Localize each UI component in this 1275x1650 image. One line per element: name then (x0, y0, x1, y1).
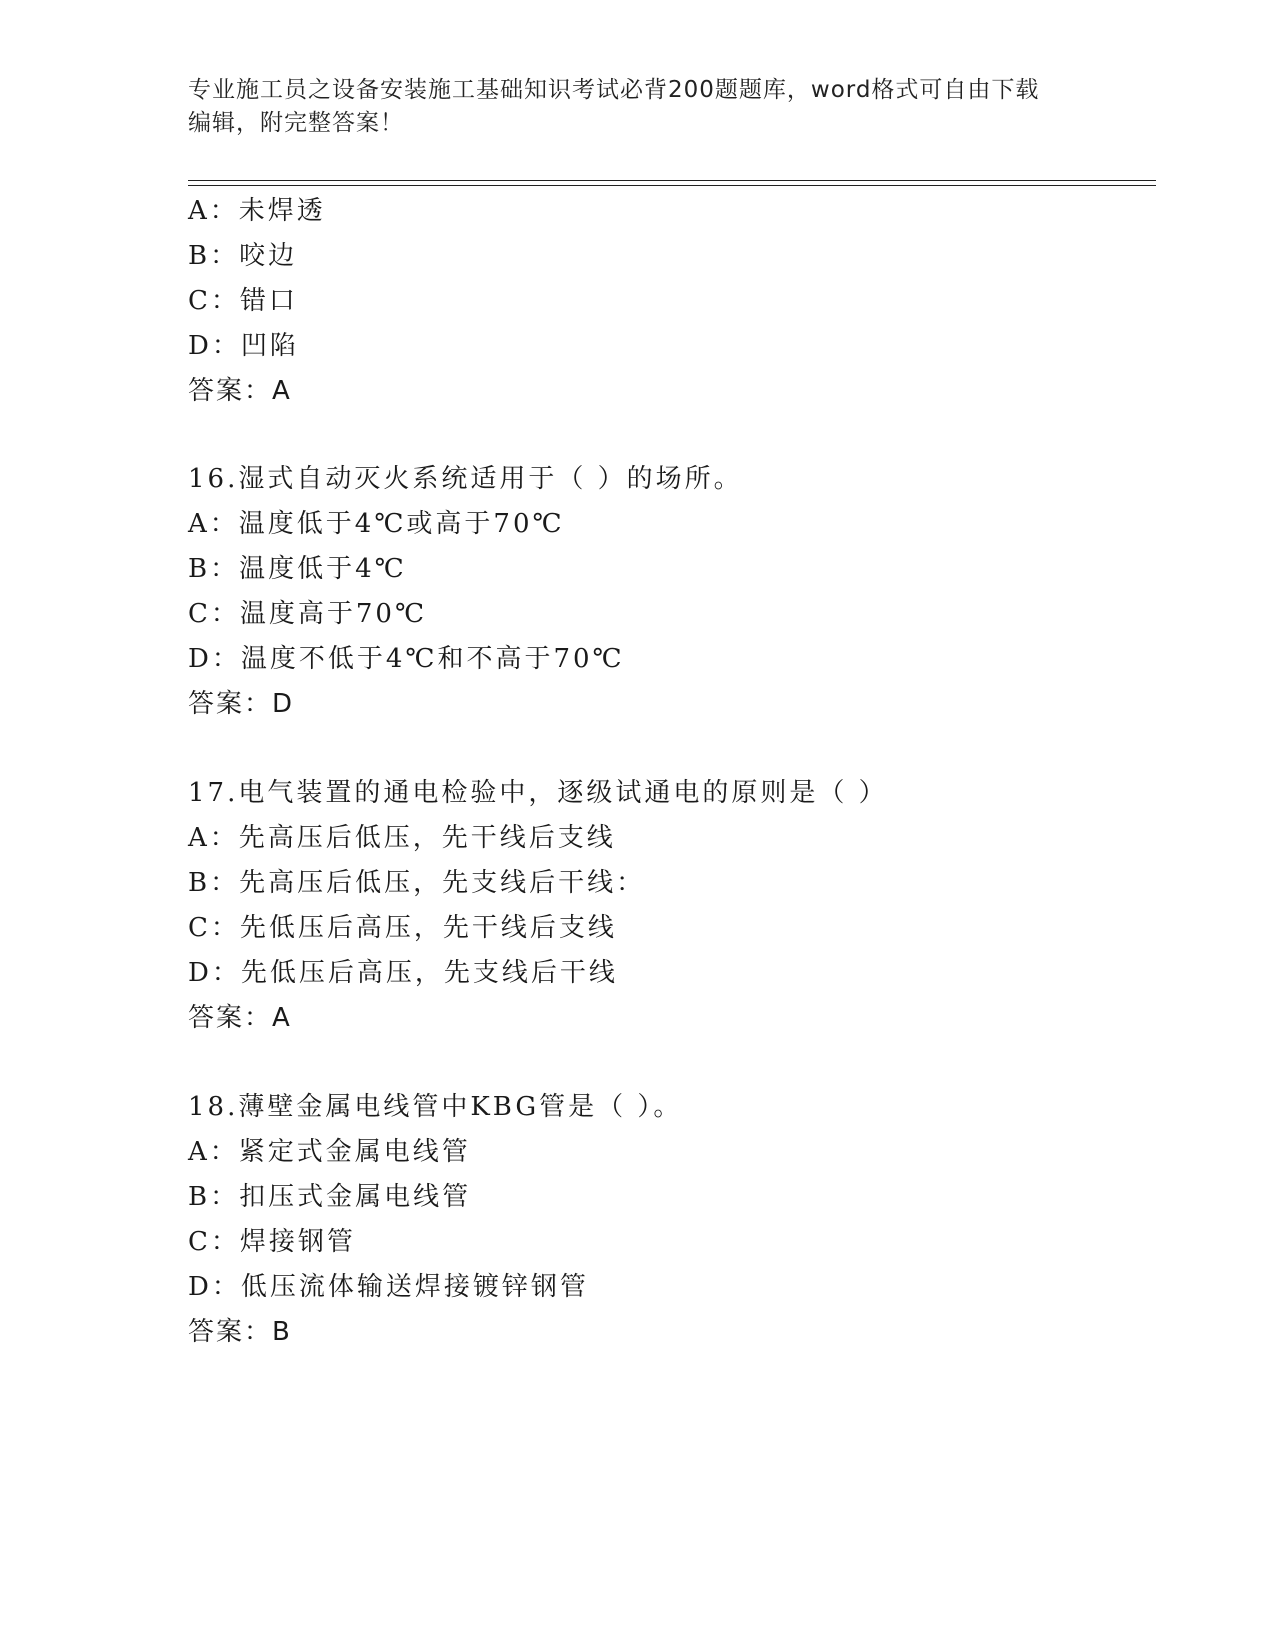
option-a: A：温度低于4℃或高于70℃ (188, 509, 565, 539)
option-c: C：温度高于70℃ (188, 599, 428, 629)
question-17: 17.电气装置的通电检验中，逐级试通电的原则是（ ） (188, 778, 888, 808)
option-a: A：紧定式金属电线管 (188, 1137, 471, 1167)
answer: 答案：A (188, 1003, 292, 1033)
option-b: B：先高压后低压，先支线后干线： (188, 868, 646, 898)
option-c: C：焊接钢管 (188, 1227, 356, 1257)
answer: 答案：D (188, 689, 295, 719)
option-c: C：错口 (188, 286, 298, 316)
header-divider-top (188, 180, 1156, 181)
option-d: D：凹陷 (188, 331, 299, 361)
header-line-2: 编辑，附完整答案！ (188, 110, 404, 136)
option-d: D：先低压后高压，先支线后干线 (188, 958, 618, 988)
option-d: D：低压流体输送焊接镀锌钢管 (188, 1272, 589, 1302)
option-b: B：咬边 (188, 241, 298, 271)
option-b: B：扣压式金属电线管 (188, 1182, 472, 1212)
option-b: B：温度低于4℃ (188, 554, 407, 584)
option-a: A：未焊透 (188, 196, 326, 226)
answer: 答案：B (188, 1317, 292, 1347)
answer: 答案：A (188, 376, 292, 406)
document-header (188, 74, 1088, 140)
question-16: 16.湿式自动灭火系统适用于（ ）的场所。 (188, 464, 743, 494)
header-line-1: 专业施工员之设备安装施工基础知识考试必背200题题库，word格式可自由下载 (188, 77, 1040, 103)
option-a: A：先高压后低压，先干线后支线 (188, 823, 616, 853)
option-c: C：先低压后高压，先干线后支线 (188, 913, 617, 943)
question-18: 18.薄壁金属电线管中KBG管是（ ）。 (188, 1092, 683, 1122)
header-divider-bottom (188, 185, 1156, 186)
option-d: D：温度不低于4℃和不高于70℃ (188, 644, 625, 674)
